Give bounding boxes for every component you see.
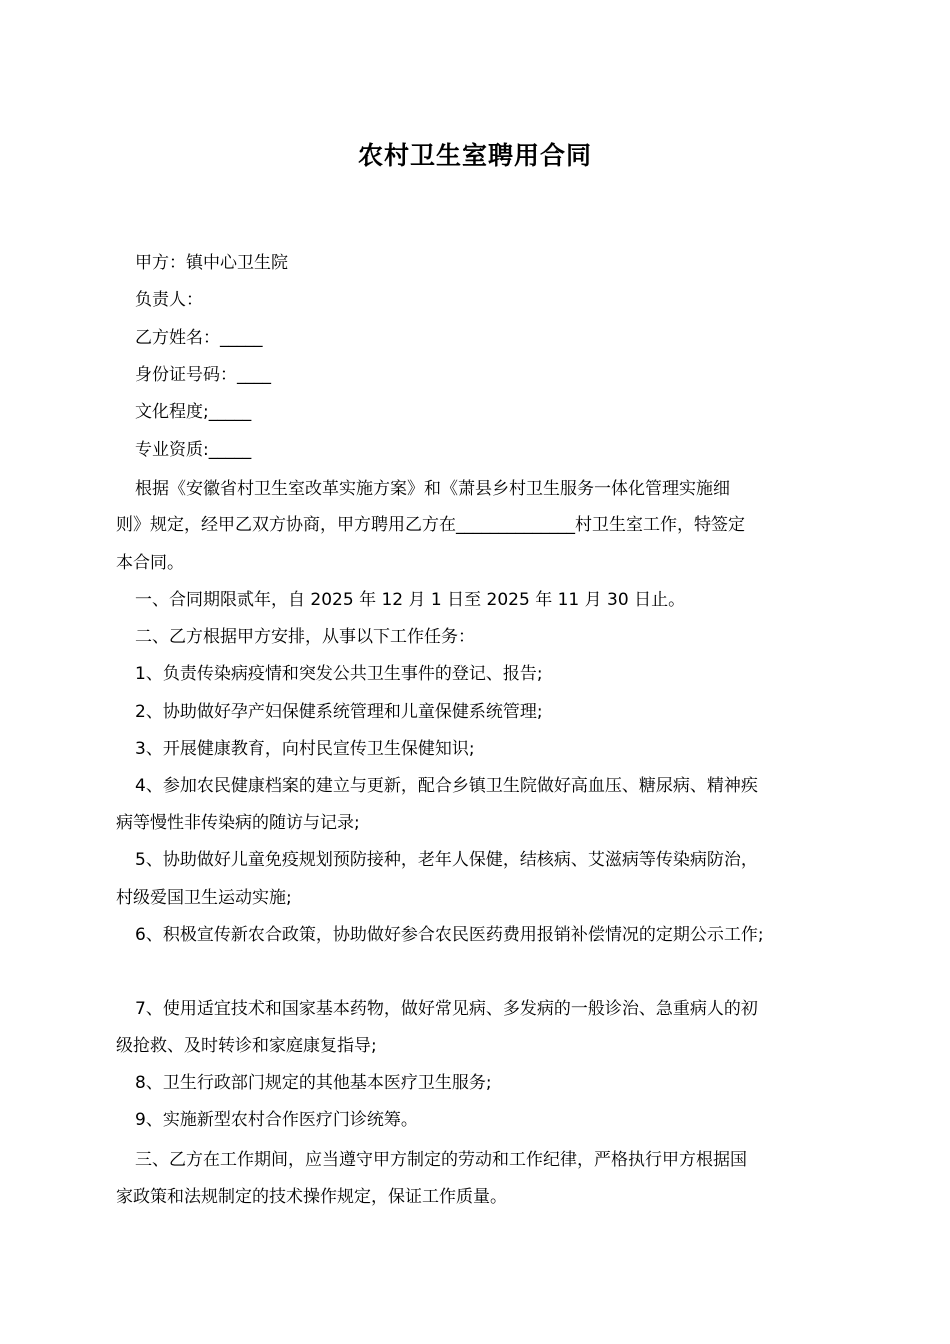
task-item-8: 8、卫生行政部门规定的其他基本医疗卫生服务;	[135, 1073, 492, 1093]
task-item-7-line-2: 级抢救、及时转诊和家庭康复指导;	[116, 1036, 377, 1056]
qualification-line: 专业资质:_____	[135, 440, 252, 460]
task-item-2: 2、协助做好孕产妇保健系统管理和儿童保健系统管理;	[135, 702, 543, 722]
education-line: 文化程度;_____	[135, 402, 252, 422]
task-item-4-line-2: 病等慢性非传染病的随访与记录;	[116, 813, 360, 833]
task-item-9: 9、实施新型农村合作医疗门诊统筹。	[135, 1110, 418, 1130]
task-item-4-line-1: 4、参加农民健康档案的建立与更新，配合乡镇卫生院做好高血压、糖尿病、精神疾	[135, 776, 758, 796]
clause-1: 一、合同期限贰年，自 2025 年 12 月 1 日至 2025 年 11 月 30 日止。	[135, 590, 686, 610]
clause-3-line-2: 家政策和法规制定的技术操作规定，保证工作质量。	[116, 1187, 507, 1207]
document-title: 农村卫生室聘用合同	[357, 141, 592, 170]
party-b-name-line: 乙方姓名：_____	[135, 328, 263, 348]
task-item-6: 6、积极宣传新农合政策，协助做好参合农民医药费用报销补偿情况的定期公示工作;	[135, 925, 764, 945]
clause-3-line-1: 三、乙方在工作期间，应当遵守甲方制定的劳动和工作纪律，严格执行甲方根据国	[135, 1150, 747, 1170]
preamble-line-2: 则》规定，经甲乙双方协商，甲方聘用乙方在______________村卫生室工作，特签定	[116, 515, 745, 535]
task-item-1: 1、负责传染病疫情和突发公共卫生事件的登记、报告;	[135, 664, 543, 684]
clause-2: 二、乙方根据甲方安排，从事以下工作任务：	[135, 627, 475, 647]
task-item-3: 3、开展健康教育，向村民宣传卫生保健知识;	[135, 739, 475, 759]
preamble-line-1: 根据《安徽省村卫生室改革实施方案》和《萧县乡村卫生服务一体化管理实施细	[135, 479, 730, 499]
responsible-person-line: 负责人：	[135, 290, 203, 310]
task-item-7-line-1: 7、使用适宜技术和国家基本药物，做好常见病、多发病的一般诊治、急重病人的初	[135, 999, 758, 1019]
id-number-line: 身份证号码：____	[135, 365, 271, 385]
party-a-line: 甲方：镇中心卫生院	[135, 253, 288, 273]
task-item-5-line-1: 5、协助做好儿童免疫规划预防接种，老年人保健，结核病、艾滋病等传染病防治，	[135, 850, 758, 870]
preamble-line-3: 本合同。	[116, 553, 184, 573]
task-item-5-line-2: 村级爱国卫生运动实施;	[116, 888, 292, 908]
